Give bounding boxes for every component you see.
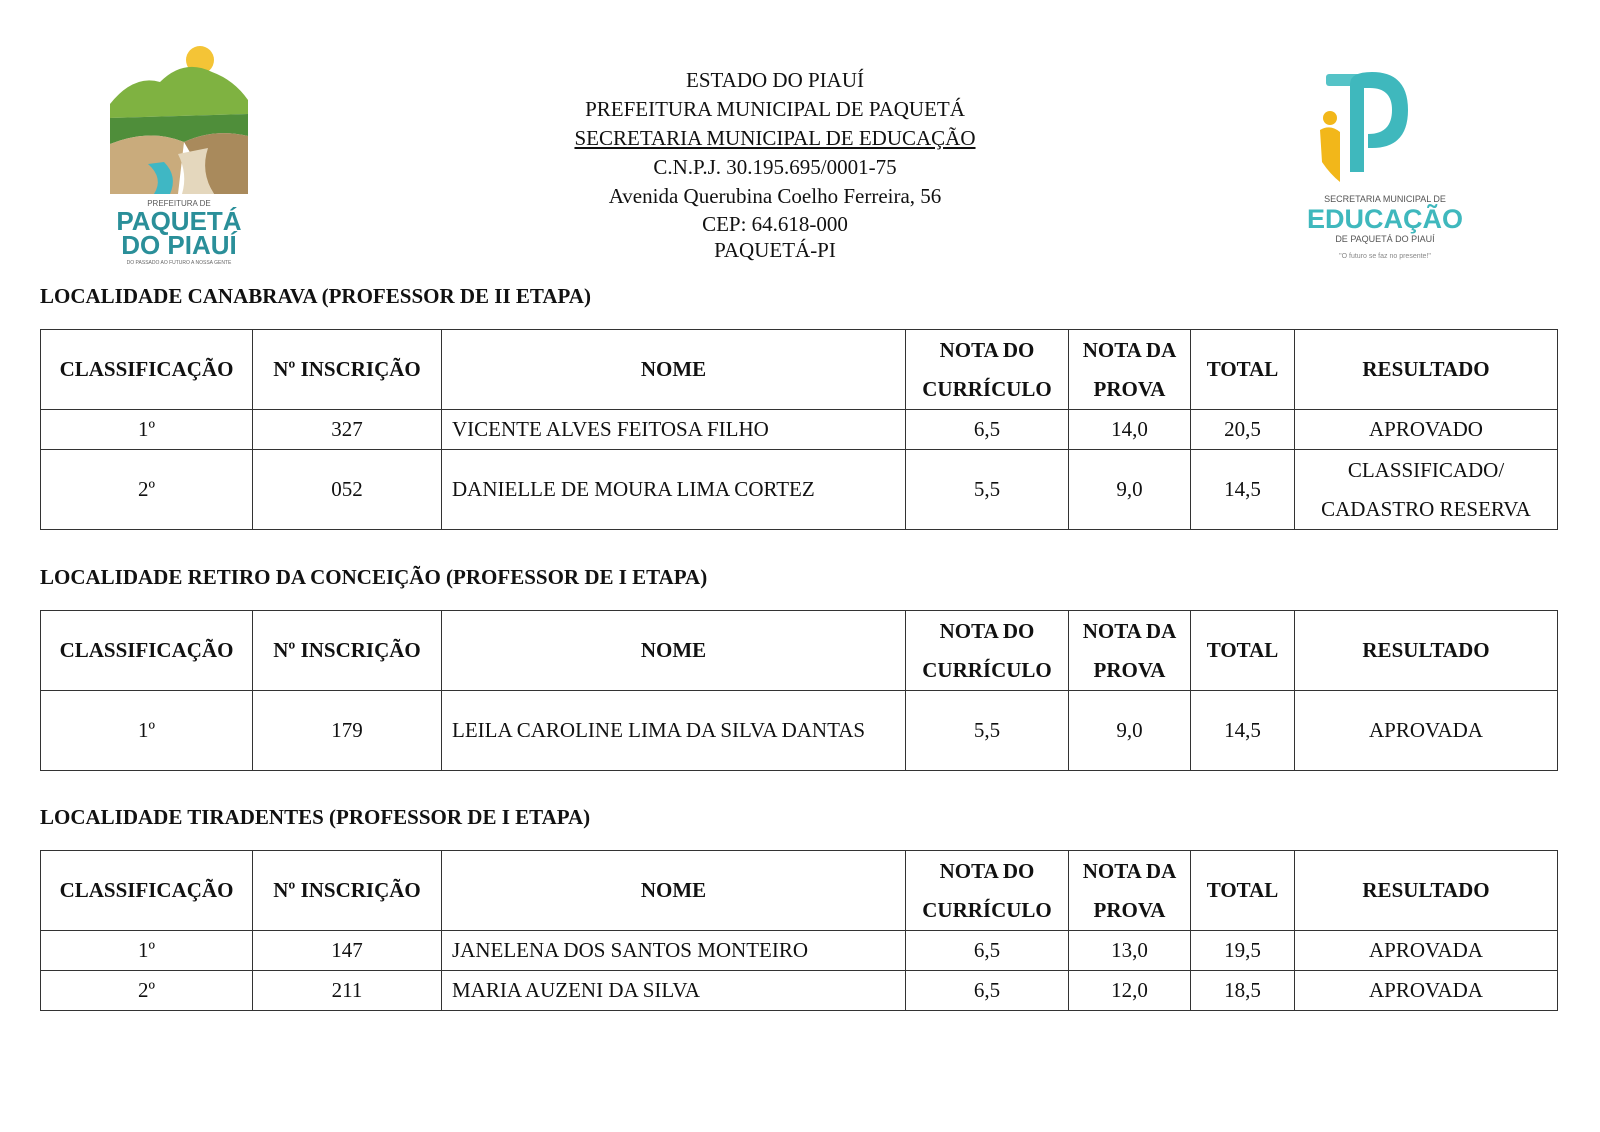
cell-nota-prova: 14,0 bbox=[1069, 410, 1191, 450]
header-cnpj: C.N.P.J. 30.195.695/0001-75 bbox=[653, 155, 897, 179]
cell-classificacao: 1º bbox=[41, 410, 253, 450]
col-nota-curriculo: NOTA DO CURRÍCULO bbox=[906, 330, 1069, 410]
header-secretaria: SECRETARIA MUNICIPAL DE EDUCAÇÃO bbox=[574, 126, 976, 150]
col-classificacao: CLASSIFICAÇÃO bbox=[41, 851, 253, 931]
prefeitura-logo-graphic bbox=[104, 44, 254, 266]
cell-resultado: CLASSIFICADO/ CADASTRO RESERVA bbox=[1295, 450, 1558, 530]
table-header-row bbox=[41, 851, 1558, 931]
cell-nome: VICENTE ALVES FEITOSA FILHO bbox=[442, 410, 906, 450]
cell-resultado: APROVADA bbox=[1295, 691, 1558, 771]
cell-nome: DANIELLE DE MOURA LIMA CORTEZ bbox=[442, 450, 906, 530]
educacao-logo-graphic bbox=[1300, 62, 1470, 272]
section-title-tiradentes: LOCALIDADE TIRADENTES (PROFESSOR DE I ETAPA) bbox=[40, 805, 591, 829]
svg-text:SECRETARIA MUNICIPAL DE: SECRETARIA MUNICIPAL DE bbox=[1324, 194, 1446, 204]
cell-resultado: APROVADA bbox=[1295, 971, 1558, 1011]
prefeitura-logo bbox=[104, 44, 254, 266]
table-header-row bbox=[41, 611, 1558, 691]
svg-text:PREFEITURA DE: PREFEITURA DE bbox=[147, 199, 211, 208]
col-nome: NOME bbox=[442, 611, 906, 691]
header-address: Avenida Querubina Coelho Ferreira, 56 bbox=[608, 184, 942, 208]
cell-nota-curriculo: 5,5 bbox=[906, 691, 1069, 771]
cell-total: 20,5 bbox=[1191, 410, 1295, 450]
cell-total: 14,5 bbox=[1191, 450, 1295, 530]
col-nota-curriculo: NOTA DO CURRÍCULO bbox=[906, 611, 1069, 691]
header-cep: CEP: 64.618-000 bbox=[702, 212, 848, 236]
cell-nota-prova: 12,0 bbox=[1069, 971, 1191, 1011]
table-header-row bbox=[41, 330, 1558, 410]
col-nota-curriculo: NOTA DO CURRÍCULO bbox=[906, 851, 1069, 931]
svg-text:EDUCAÇÃO: EDUCAÇÃO bbox=[1306, 204, 1464, 234]
col-inscricao: Nº INSCRIÇÃO bbox=[253, 851, 442, 931]
cell-nome: LEILA CAROLINE LIMA DA SILVA DANTAS bbox=[442, 691, 906, 771]
cell-nota-curriculo: 6,5 bbox=[906, 971, 1069, 1011]
table-row bbox=[41, 450, 1558, 530]
svg-text:DO PASSADO AO FUTURO A NOSSA G: DO PASSADO AO FUTURO A NOSSA GENTE bbox=[126, 260, 232, 266]
col-resultado: RESULTADO bbox=[1295, 851, 1558, 931]
cell-inscricao: 147 bbox=[253, 931, 442, 971]
col-classificacao: CLASSIFICAÇÃO bbox=[41, 330, 253, 410]
col-total: TOTAL bbox=[1191, 330, 1295, 410]
col-total: TOTAL bbox=[1191, 611, 1295, 691]
document-header bbox=[475, 66, 1075, 263]
col-nome: NOME bbox=[442, 330, 906, 410]
cell-nota-prova: 13,0 bbox=[1069, 931, 1191, 971]
cell-inscricao: 179 bbox=[253, 691, 442, 771]
col-nota-prova: NOTA DA PROVA bbox=[1069, 851, 1191, 931]
cell-total: 19,5 bbox=[1191, 931, 1295, 971]
col-nota-prova: NOTA DA PROVA bbox=[1069, 330, 1191, 410]
col-nome: NOME bbox=[442, 851, 906, 931]
cell-inscricao: 327 bbox=[253, 410, 442, 450]
col-resultado: RESULTADO bbox=[1295, 330, 1558, 410]
col-classificacao: CLASSIFICAÇÃO bbox=[41, 611, 253, 691]
col-resultado: RESULTADO bbox=[1295, 611, 1558, 691]
results-table-retiro bbox=[40, 610, 1558, 771]
col-inscricao: Nº INSCRIÇÃO bbox=[253, 330, 442, 410]
results-table-canabrava bbox=[40, 329, 1558, 530]
col-inscricao: Nº INSCRIÇÃO bbox=[253, 611, 442, 691]
header-prefeitura: PREFEITURA MUNICIPAL DE PAQUETÁ bbox=[585, 97, 965, 121]
educacao-logo bbox=[1300, 62, 1470, 272]
cell-nome: MARIA AUZENI DA SILVA bbox=[442, 971, 906, 1011]
cell-classificacao: 1º bbox=[41, 931, 253, 971]
cell-resultado: APROVADA bbox=[1295, 931, 1558, 971]
svg-text:DO PIAUÍ: DO PIAUÍ bbox=[121, 230, 237, 260]
table-row bbox=[41, 691, 1558, 771]
cell-total: 18,5 bbox=[1191, 971, 1295, 1011]
cell-nota-prova: 9,0 bbox=[1069, 691, 1191, 771]
svg-text:PAQUETÁ: PAQUETÁ bbox=[116, 206, 242, 236]
cell-classificacao: 2º bbox=[41, 971, 253, 1011]
cell-total: 14,5 bbox=[1191, 691, 1295, 771]
header-state: ESTADO DO PIAUÍ bbox=[686, 68, 864, 92]
cell-nota-curriculo: 6,5 bbox=[906, 410, 1069, 450]
header-city: PAQUETÁ-PI bbox=[714, 238, 836, 262]
table-row bbox=[41, 410, 1558, 450]
table-row bbox=[41, 931, 1558, 971]
cell-nota-curriculo: 6,5 bbox=[906, 931, 1069, 971]
cell-nota-prova: 9,0 bbox=[1069, 450, 1191, 530]
col-total: TOTAL bbox=[1191, 851, 1295, 931]
cell-resultado: APROVADO bbox=[1295, 410, 1558, 450]
results-table-tiradentes bbox=[40, 850, 1558, 1011]
section-title-retiro: LOCALIDADE RETIRO DA CONCEIÇÃO (PROFESSOR DE I ETAPA) bbox=[40, 565, 708, 589]
cell-classificacao: 2º bbox=[41, 450, 253, 530]
col-nota-prova: NOTA DA PROVA bbox=[1069, 611, 1191, 691]
svg-text:DE PAQUETÁ DO PIAUÍ: DE PAQUETÁ DO PIAUÍ bbox=[1335, 234, 1435, 244]
table-row bbox=[41, 971, 1558, 1011]
cell-inscricao: 211 bbox=[253, 971, 442, 1011]
cell-inscricao: 052 bbox=[253, 450, 442, 530]
cell-classificacao: 1º bbox=[41, 691, 253, 771]
cell-nome: JANELENA DOS SANTOS MONTEIRO bbox=[442, 931, 906, 971]
section-title-canabrava: LOCALIDADE CANABRAVA (PROFESSOR DE II ETAPA) bbox=[40, 284, 591, 308]
cell-nota-curriculo: 5,5 bbox=[906, 450, 1069, 530]
svg-text:"O futuro se faz no presente!": "O futuro se faz no presente!" bbox=[1339, 253, 1431, 260]
